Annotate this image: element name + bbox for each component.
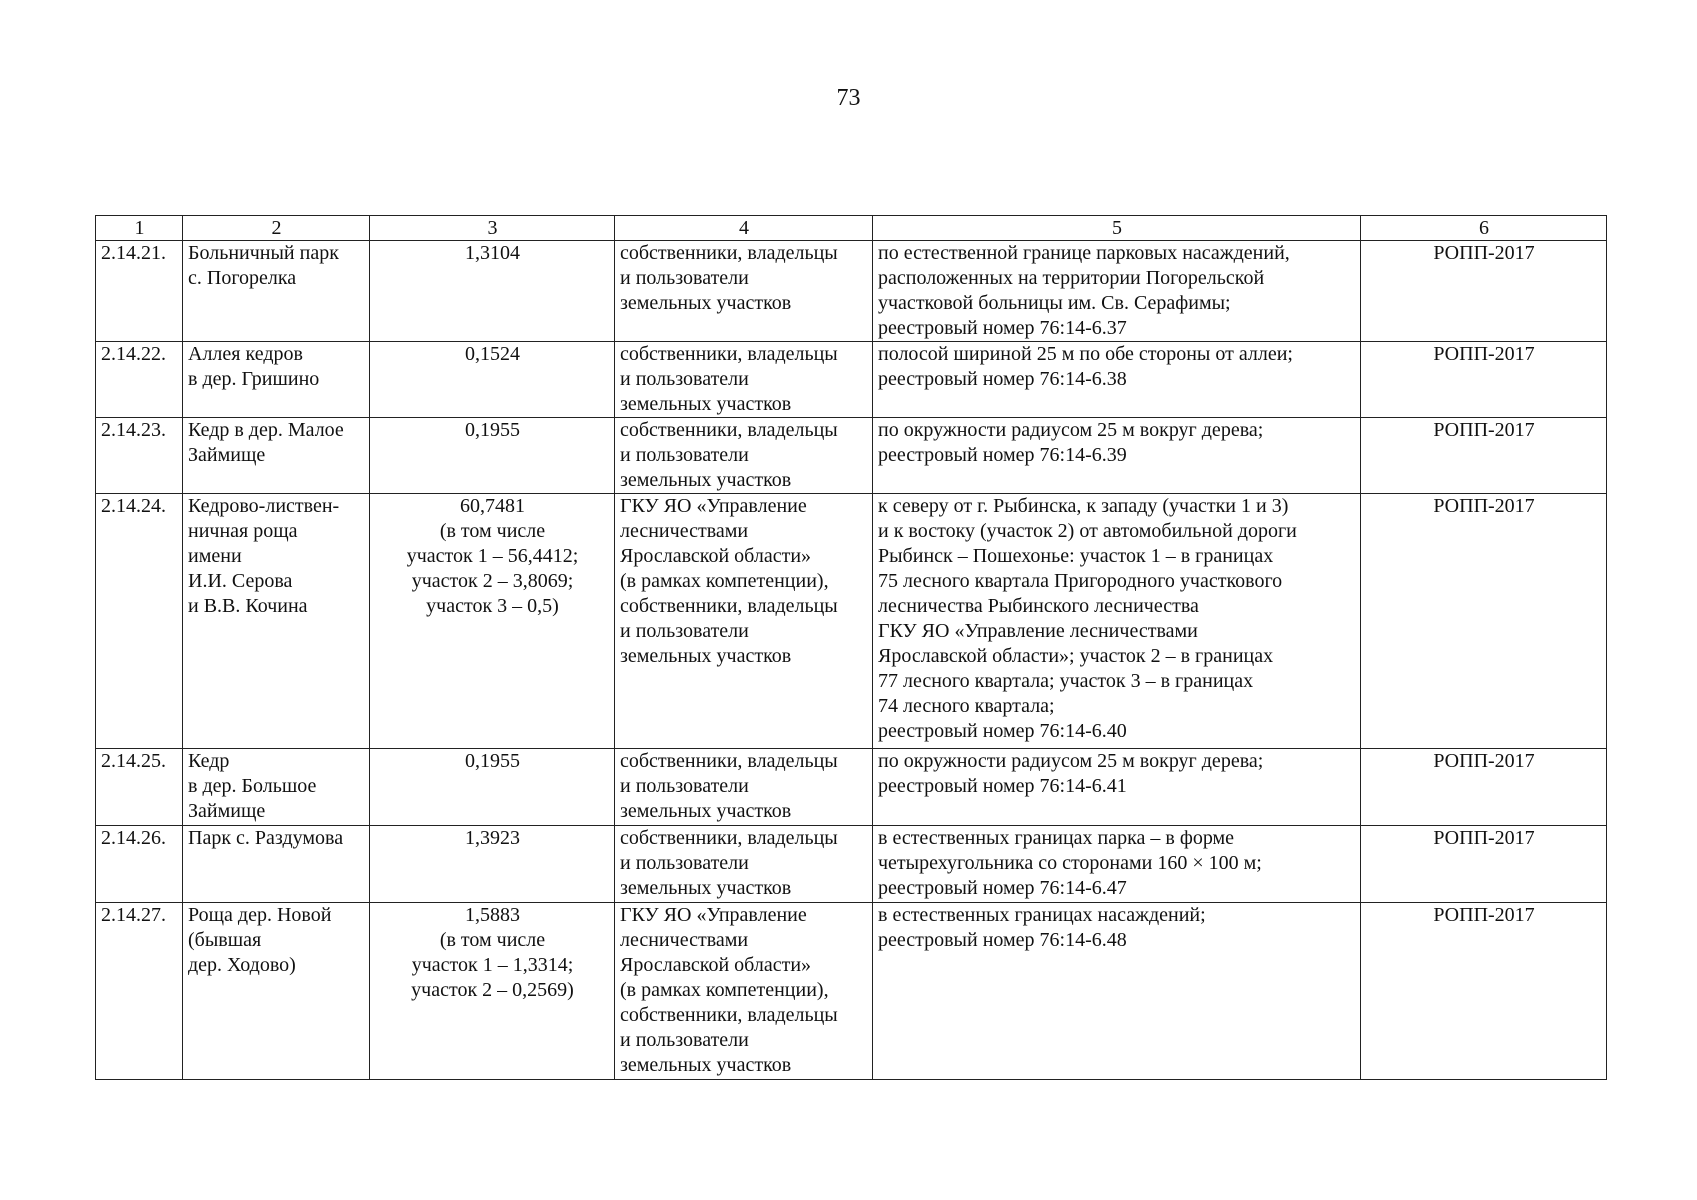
area-value: 0,1955 [370, 418, 615, 494]
protected-areas-table [95, 215, 1607, 1080]
column-header: 4 [615, 216, 873, 241]
document-cell: РОПП-2017 [1361, 903, 1607, 1080]
row-number: 2.14.27. [96, 903, 183, 1080]
object-name: Больничный парк с. Погорелка [183, 241, 370, 342]
document-cell: РОПП-2017 [1361, 241, 1607, 342]
boundary-cell: по окружности радиусом 25 м вокруг дерева; реестровый номер 76:14-6.39 [873, 418, 1361, 494]
document-cell: РОПП-2017 [1361, 749, 1607, 826]
boundary-cell: по естественной границе парковых насаждений, расположенных на территории Погорельской участковой больницы им. Св. Серафимы; реестровый номер 76:14-6.37 [873, 241, 1361, 342]
row-number: 2.14.25. [96, 749, 183, 826]
area-value: 1,3104 [370, 241, 615, 342]
table-row [96, 749, 1607, 826]
document-cell: РОПП-2017 [1361, 342, 1607, 418]
owners-cell: собственники, владельцы и пользователи земельных участков [615, 418, 873, 494]
table-row [96, 903, 1607, 1080]
owners-cell: собственники, владельцы и пользователи земельных участков [615, 826, 873, 903]
object-name: Кедр в дер. Большое Займище [183, 749, 370, 826]
column-header: 1 [96, 216, 183, 241]
boundary-cell: в естественных границах парка – в форме четырехугольника со сторонами 160 × 100 м; реестровый номер 76:14-6.47 [873, 826, 1361, 903]
boundary-cell: по окружности радиусом 25 м вокруг дерева; реестровый номер 76:14-6.41 [873, 749, 1361, 826]
table-row [96, 342, 1607, 418]
owners-cell: ГКУ ЯО «Управление лесничествами Ярославской области» (в рамках компетенции), собственники, владельцы и пользователи земельных участков [615, 494, 873, 749]
owners-cell: собственники, владельцы и пользователи земельных участков [615, 342, 873, 418]
boundary-cell: полосой шириной 25 м по обе стороны от аллеи; реестровый номер 76:14-6.38 [873, 342, 1361, 418]
table-row [96, 241, 1607, 342]
owners-cell: ГКУ ЯО «Управление лесничествами Ярославской области» (в рамках компетенции), собственники, владельцы и пользователи земельных участков [615, 903, 873, 1080]
boundary-cell: в естественных границах насаждений; реестровый номер 76:14-6.48 [873, 903, 1361, 1080]
boundary-cell: к северу от г. Рыбинска, к западу (участки 1 и 3) и к востоку (участок 2) от автомобильной дороги Рыбинск – Пошехонье: участок 1 – в границах 75 лесного квартала Пригородного участкового лесничества Рыбинского лесничества ГКУ ЯО «Управление лесничествами Ярославской области»; участок 2 – в границах 77 лесного квартала; участок 3 – в границах 74 лесного квартала; реестровый номер 76:14-6.40 [873, 494, 1361, 749]
area-value: 1,3923 [370, 826, 615, 903]
object-name: Аллея кедров в дер. Гришино [183, 342, 370, 418]
owners-cell: собственники, владельцы и пользователи земельных участков [615, 241, 873, 342]
table-row [96, 826, 1607, 903]
page-number: 73 [836, 85, 861, 111]
area-value: 0,1955 [370, 749, 615, 826]
area-value: 60,7481 (в том числе участок 1 – 56,4412; участок 2 – 3,8069; участок 3 – 0,5) [370, 494, 615, 749]
row-number: 2.14.21. [96, 241, 183, 342]
column-header: 2 [183, 216, 370, 241]
document-cell: РОПП-2017 [1361, 494, 1607, 749]
object-name: Кедр в дер. Малое Займище [183, 418, 370, 494]
row-number: 2.14.23. [96, 418, 183, 494]
object-name: Кедрово-листвен- ничная роща имени И.И. Серова и В.В. Кочина [183, 494, 370, 749]
document-cell: РОПП-2017 [1361, 418, 1607, 494]
table-header-row [96, 216, 1607, 241]
column-header: 5 [873, 216, 1361, 241]
row-number: 2.14.26. [96, 826, 183, 903]
area-value: 0,1524 [370, 342, 615, 418]
column-header: 6 [1361, 216, 1607, 241]
owners-cell: собственники, владельцы и пользователи земельных участков [615, 749, 873, 826]
table-row [96, 494, 1607, 749]
row-number: 2.14.24. [96, 494, 183, 749]
area-value: 1,5883 (в том числе участок 1 – 1,3314; участок 2 – 0,2569) [370, 903, 615, 1080]
column-header: 3 [370, 216, 615, 241]
table-row [96, 418, 1607, 494]
object-name: Парк с. Раздумова [183, 826, 370, 903]
object-name: Роща дер. Новой (бывшая дер. Ходово) [183, 903, 370, 1080]
row-number: 2.14.22. [96, 342, 183, 418]
document-cell: РОПП-2017 [1361, 826, 1607, 903]
